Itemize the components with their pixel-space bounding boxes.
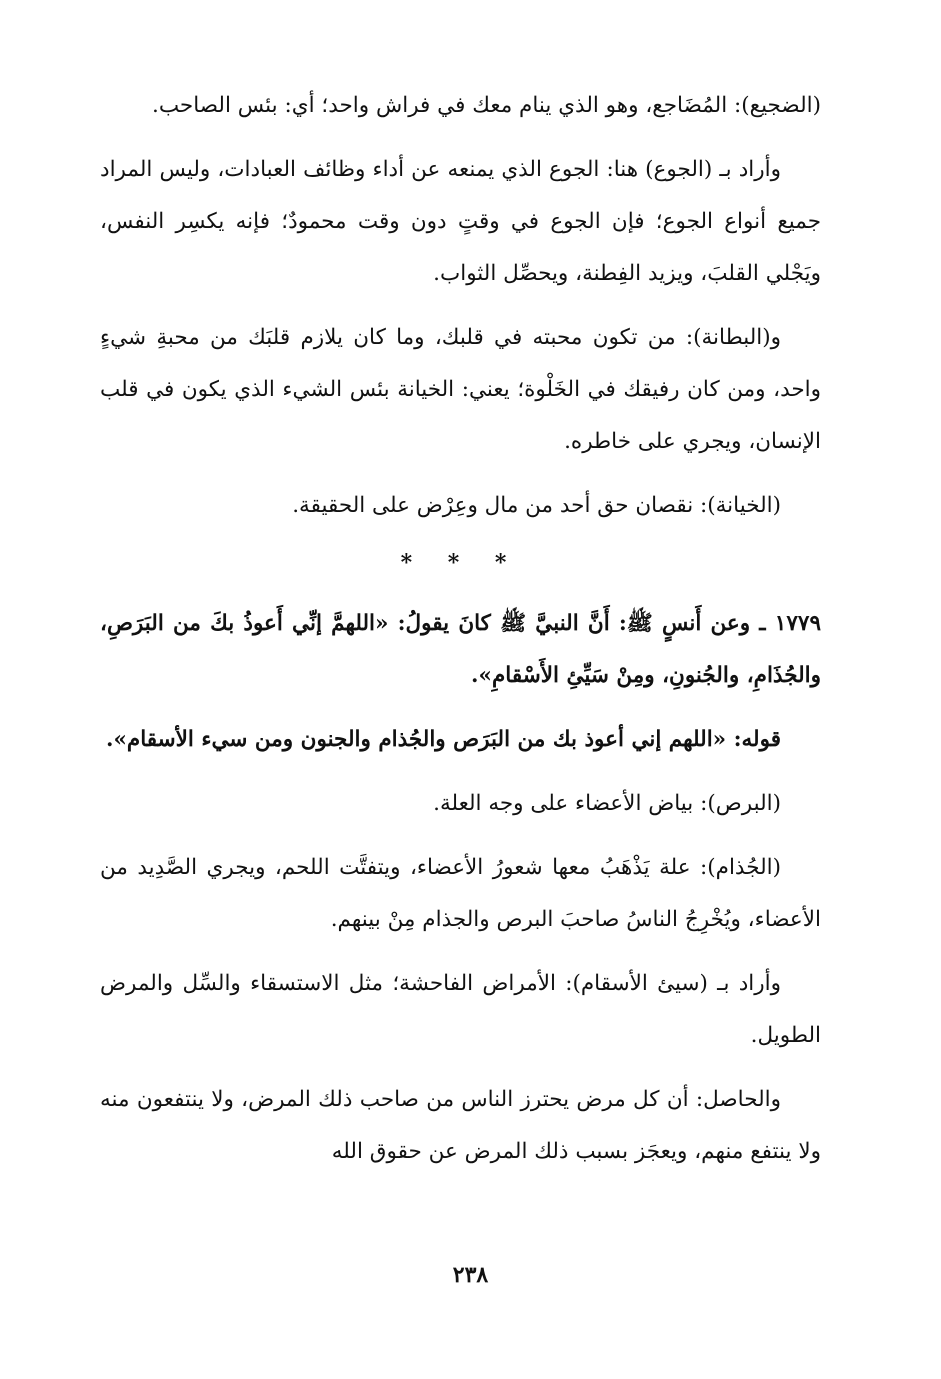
commentary-baras: (البرص): بياض الأعضاء على وجه العلة. (433, 791, 781, 816)
page-number: ٢٣٨ (452, 1262, 489, 1288)
paragraph-dajee: (الضجيع): المُضَاجع، وهو الذي ينام معك في فراش واحد؛ أي: بئس الصاحب. (151, 93, 821, 118)
paragraph-khiyana: (الخيانة): نقصان حق أحد من مال وعِرْض على الحقيقة. (292, 493, 781, 518)
section-separator: * * * (400, 550, 521, 576)
commentary-conclusion: والحاصل: أن كل مرض يحترز الناس من صاحب ذلك المرض، ولا ينتفعون منه ولا ينتفع منهم، ويعجَز بسبب ذلك المرض عن حقوق الله (100, 1087, 821, 1164)
paragraph-bitana: و(البطانة): من تكون محبته في قلبك، وما كان يلازم قلبَك من محبةِ شيءٍ واحد، ومن كان رفيقك في الخَلْوة؛ يعني: الخيانة بئس الشيء الذي يكون في قلب الإنسان، ويجري على خاطره. (100, 325, 821, 454)
commentary-qawluhu: قوله: «اللهم إني أعوذ بك من البَرَص والجُذام والجنون ومن سيء الأسقام». (106, 727, 781, 752)
hadith-text: ١٧٧٩ ـ وعن أَنسٍ ﷺ: أَنَّ النبيَّ ﷺ كانَ يقولُ: «اللهمَّ إنِّي أَعوذُ بكَ من البَرَصِ، والجُذَامِ، والجُنونِ، ومِنْ سَيِّئِ الأَسْقامِ». (100, 611, 821, 688)
page-body (100, 80, 821, 1190)
paragraph-hunger: وأراد بـ (الجوع) هنا: الجوع الذي يمنعه عن أداء وظائف العبادات، وليس المراد جميع أنواع الجوع؛ فإن الجوع في وقتٍ دون وقت محمودٌ؛ فإنه يكسِر النفس، ويَجْلي القلبَ، ويزيد الفِطنة، ويحصِّل الثواب. (100, 157, 821, 286)
commentary-judham: (الجُذام): علة يَذْهَبُ معها شعورُ الأعضاء، ويتفتَّت اللحم، ويجري الصَّدِيد من الأعضاء، ويُخْرِجُ الناسُ صاحبَ البرص والجذام مِنْ بينهم. (100, 855, 821, 932)
commentary-asqam: وأراد بـ (سيئ الأسقام): الأمراض الفاحشة؛ مثل الاستسقاء والسِّل والمرض الطويل. (100, 971, 821, 1048)
